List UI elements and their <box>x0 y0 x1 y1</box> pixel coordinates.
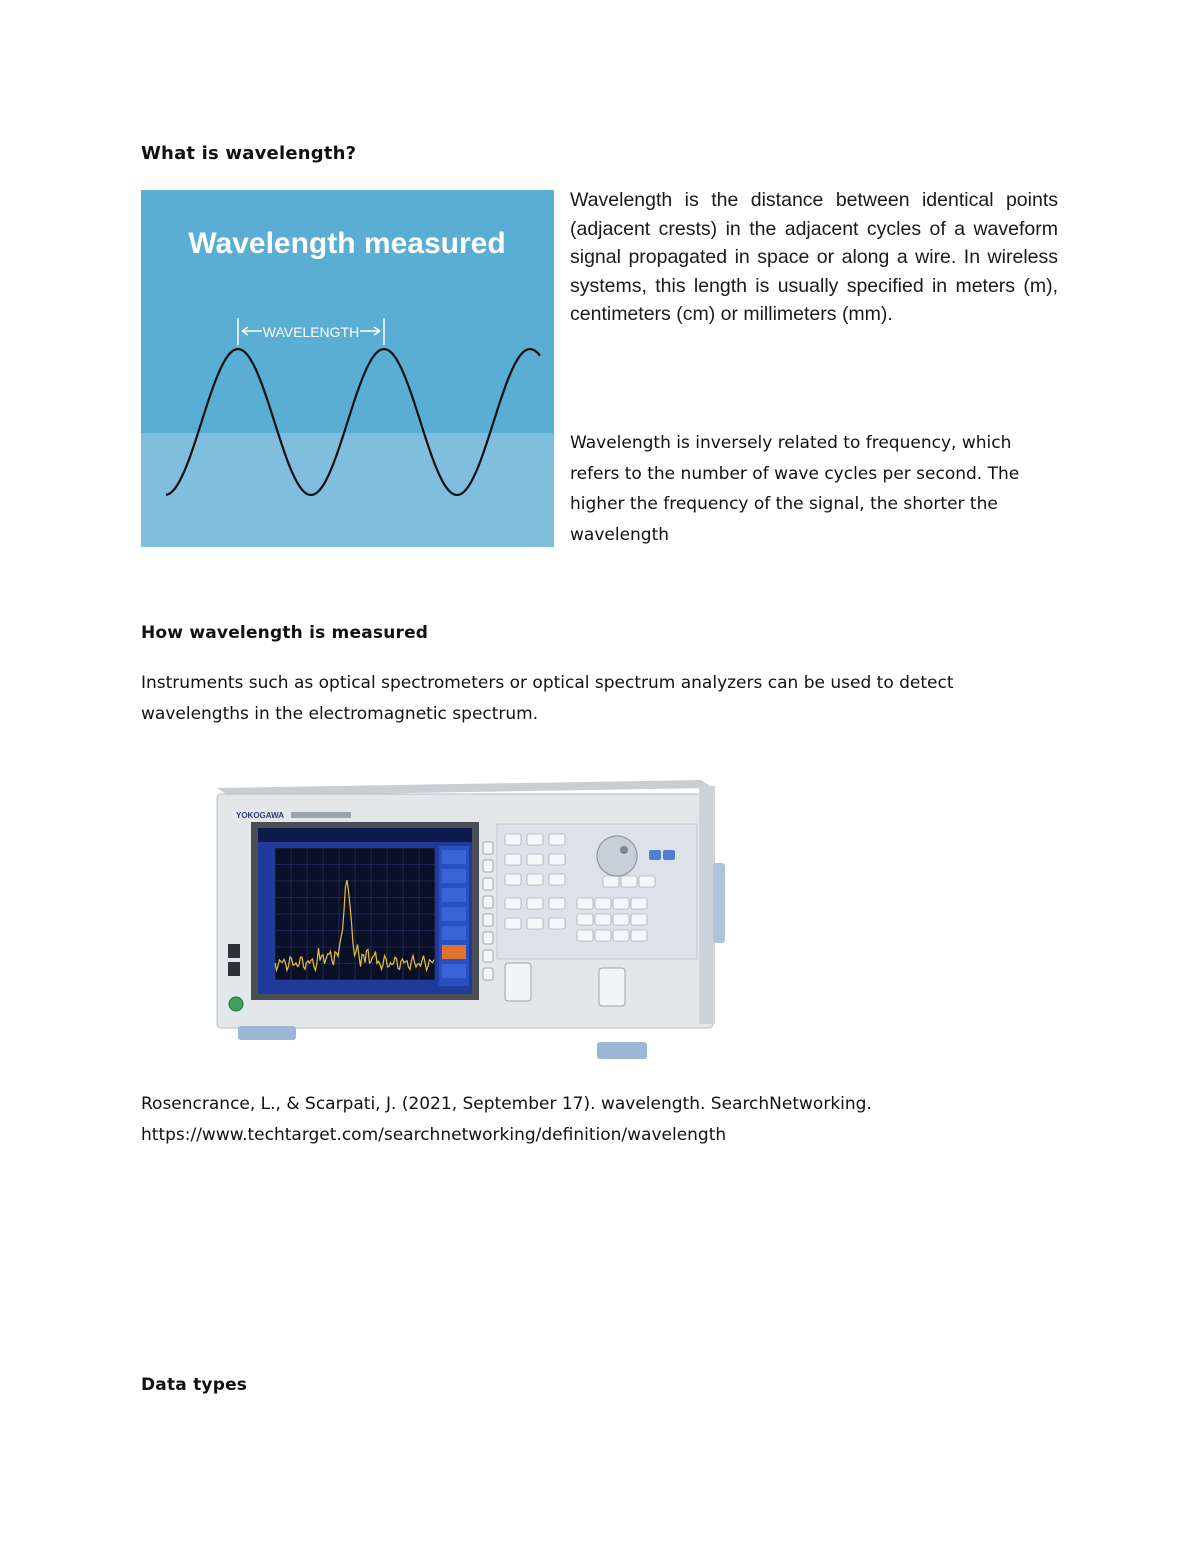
connector-right <box>599 968 625 1006</box>
keypad-key <box>527 918 543 929</box>
softkey-button <box>483 878 493 890</box>
foot-right <box>597 1042 647 1059</box>
keypad-key <box>505 918 521 929</box>
keypad-key <box>631 930 647 941</box>
foot-left <box>238 1026 296 1040</box>
softkey-button <box>483 914 493 926</box>
brand-logo: YOKOGAWA <box>236 811 285 820</box>
screen-softkey <box>442 926 466 940</box>
citation-url-link[interactable]: https://www.techtarget.com/searchnetworking/definition/wavelength <box>141 1125 727 1145</box>
keypad-key <box>549 898 565 909</box>
keypad-key <box>577 914 593 925</box>
softkey-button <box>483 842 493 854</box>
instruments-paragraph: Instruments such as optical spectrometers or optical spectrum analyzers can be used to detect wavelengths in the electromagnetic spectrum. <box>141 673 954 724</box>
keypad-key <box>505 834 521 845</box>
wavelength-definition-paragraph: Wavelength is the distance between identical points (adjacent crests) in the adjacent cycles of a waveform signal propagated in space or along a wire. In wireless systems, this length is usually specified in meters (m), centimeters (cm) or millimeters (mm). <box>570 189 1058 325</box>
keypad-key <box>549 918 565 929</box>
screen-header <box>258 828 472 842</box>
section-heading-how-measured: How wavelength is measured <box>141 623 429 643</box>
keypad-key <box>527 854 543 865</box>
frequency-relation-paragraph: Wavelength is inversely related to frequency, which refers to the number of wave cycles per second. The higher the frequency of the signal, the shorter the wavelength <box>570 433 1020 545</box>
diagram-title: Wavelength measured <box>188 227 506 260</box>
keypad-key <box>577 898 593 909</box>
diagram-background-bottom <box>141 433 554 547</box>
rotary-knob-dimple <box>620 846 628 854</box>
keypad-key <box>505 874 521 885</box>
section-heading-what-is-wavelength: What is wavelength? <box>141 143 357 164</box>
citation-authors: Rosencrance, L., & Scarpati, J. (2021, September 17). wavelength. SearchNetworking. <box>141 1094 872 1114</box>
marker-label: WAVELENGTH <box>262 324 360 340</box>
keypad-key <box>549 834 565 845</box>
power-button <box>229 997 243 1011</box>
keypad-key <box>613 914 629 925</box>
softkey-button <box>483 968 493 980</box>
keypad-key <box>639 876 655 887</box>
keypad-key <box>631 914 647 925</box>
keypad-key <box>577 930 593 941</box>
citation <box>141 1089 1091 1151</box>
screen-softkey <box>442 869 466 883</box>
softkey-button <box>483 896 493 908</box>
connector-left <box>505 963 531 1001</box>
wavelength-diagram-image <box>141 190 554 547</box>
softkey-button <box>483 860 493 872</box>
screen-softkey <box>442 907 466 921</box>
keypad-key <box>549 874 565 885</box>
keypad-key <box>595 914 611 925</box>
keypad-key <box>631 898 647 909</box>
screen-softkey <box>442 850 466 864</box>
screen-softkey <box>442 888 466 902</box>
keypad-key <box>549 854 565 865</box>
keypad-key <box>603 876 619 887</box>
keypad-key <box>505 854 521 865</box>
rotary-knob <box>597 836 637 876</box>
keypad-key <box>649 850 661 860</box>
softkey-button <box>483 932 493 944</box>
softkey-button <box>483 950 493 962</box>
analyzer-side-panel <box>699 786 715 1024</box>
screen-softkey <box>442 945 466 959</box>
optical-spectrum-analyzer-image <box>141 758 791 1063</box>
keypad-key <box>613 898 629 909</box>
screen-softkey <box>442 964 466 978</box>
usb-port-1 <box>228 944 240 958</box>
analyzer-side-handle <box>713 863 725 943</box>
keypad-key <box>527 898 543 909</box>
keypad-key <box>505 898 521 909</box>
model-label <box>291 812 351 818</box>
keypad-key <box>621 876 637 887</box>
keypad-key <box>663 850 675 860</box>
keypad-key <box>595 898 611 909</box>
section-heading-data-types: Data types <box>141 1375 248 1395</box>
keypad-key <box>595 930 611 941</box>
keypad-key <box>527 874 543 885</box>
usb-port-2 <box>228 962 240 976</box>
keypad-key <box>613 930 629 941</box>
keypad-key <box>527 834 543 845</box>
